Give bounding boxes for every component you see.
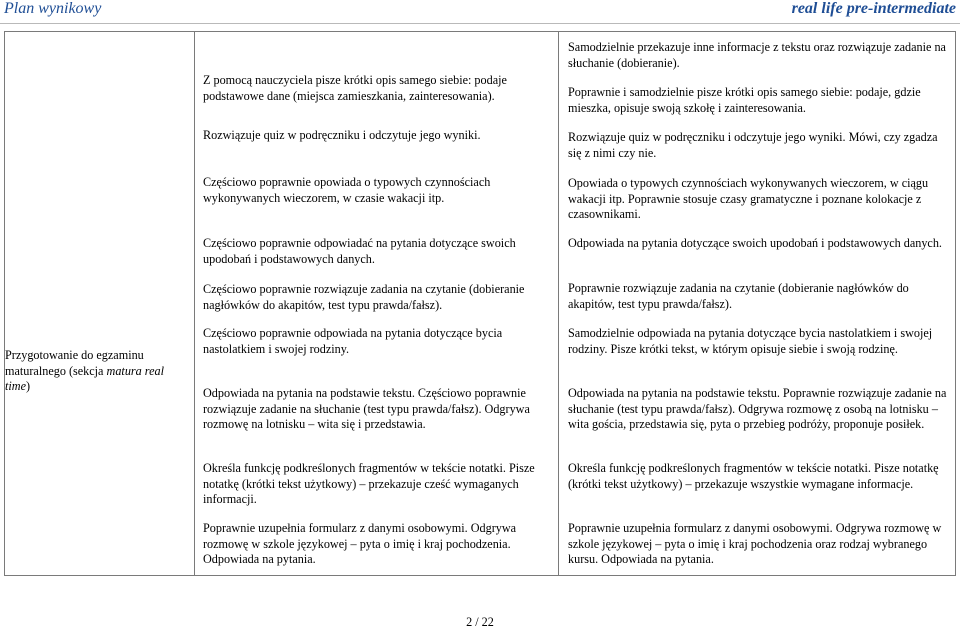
basic-entry-7: Odpowiada na pytania na podstawie tekstu. Częściowo poprawnie rozwiązuje zadanie na słuchanie (test typu prawda/fałsz). Odgrywa rozmowę na lotnisku – wita się i przedstawia. [203,386,530,432]
document-subject-title: Plan wynikowy [4,0,102,17]
basic-entry-1: Z pomocą nauczyciela pisze krótki opis samego siebie: podaje podstawowe dane (miejsca zamieszkania, zainteresowania). [203,73,507,103]
section-label-cell [5,32,195,576]
basic-entry-2: Rozwiązuje quiz w podręczniku i odczytuje jego wyniki. [203,128,481,142]
section-label [5,348,185,395]
extended-entry-2: Rozwiązuje quiz w podręczniku i odczytuje jego wyniki. Mówi, czy zgadza się z nimi czy nie. [568,130,938,160]
extended-entry-0: Samodzielnie przekazuje inne informacje z tekstu oraz rozwiązuje zadanie na słuchanie (dobieranie). [568,40,946,70]
basic-entry-5: Częściowo poprawnie rozwiązuje zadania na czytanie (dobieranie nagłówków do akapitów, test typu prawda/fałsz). [203,282,525,312]
extended-entry-7: Odpowiada na pytania na podstawie tekstu. Poprawnie rozwiązuje zadanie na słuchanie (test typu prawda/fałsz). Odgrywa rozmowę z osobą na lotnisku – wita gościa, przedstawia się, pyta o przebieg podróży, proponuje posiłek. [568,386,947,432]
basic-entry-9: Poprawnie uzupełnia formularz z danymi osobowymi. Odgrywa rozmowę w szkole językowej – pyta o imię i kraj pochodzenia. Odpowiada na pytania. [203,521,517,567]
section-label-italic: matura real time [5,363,164,394]
extended-entry-6: Samodzielnie odpowiada na pytania dotyczące bycia nastolatkiem i swojej rodziny. Pisze krótki tekst, w którym opisuje siebie i swoją rodzinę. [568,326,933,356]
basic-entry-8: Określa funkcję podkreślonych fragmentów w tekście notatki. Pisze notatkę (krótki tekst użytkowy) – przekazuje cześć wymaganych informacji. [203,461,535,507]
coursebook-title: real life pre-intermediate [791,0,956,17]
extended-entry-8: Określa funkcję podkreślonych fragmentów w tekście notatki. Pisze notatkę (krótki tekst użytkowy) – przekazuje wszystkie wymagane informacje. [568,461,939,491]
section-label-prefix: Przygotowanie do egzaminu maturalnego (sekcja [5,348,144,378]
section-label-suffix: ) [25,379,31,394]
extended-entry-3: Opowiada o typowych czynnościach wykonywanych wieczorem, w ciągu wakacji itp. Poprawnie stosuje czasy gramatyczne i poznane kolokacje z czasownikami. [568,176,929,222]
basic-entry-6: Częściowo poprawnie odpowiada na pytania dotyczące bycia nastolatkiem i swojej rodziny. [203,326,503,356]
basic-entry-4: Częściowo poprawnie odpowiadać na pytania dotyczące swoich upodobań i podstawowych danych. [203,236,516,266]
extended-entry-4: Odpowiada na pytania dotyczące swoich upodobań i podstawowych danych. [568,236,942,250]
extended-entry-9: Poprawnie uzupełnia formularz z danymi osobowymi. Odgrywa rozmowę w szkole językowej – pyta o imię i kraj pochodzenia oraz rodzaj wybranego kursu. Odpowiada na pytania. [568,521,942,567]
extended-entry-5: Poprawnie rozwiązuje zadania na czytanie (dobieranie nagłówków do akapitów, test typu prawda/fałsz). [568,281,909,311]
header-divider [0,23,960,24]
extended-entry-1: Poprawnie i samodzielnie pisze krótki opis samego siebie: podaje, gdzie mieszka, opisuje swoją szkołę i zainteresowania. [568,85,921,115]
basic-entry-3: Częściowo poprawnie opowiada o typowych czynnościach wykonywanych wieczorem, w czasie wakacji itp. [203,175,491,205]
page-number: 2 / 22 [466,615,494,629]
